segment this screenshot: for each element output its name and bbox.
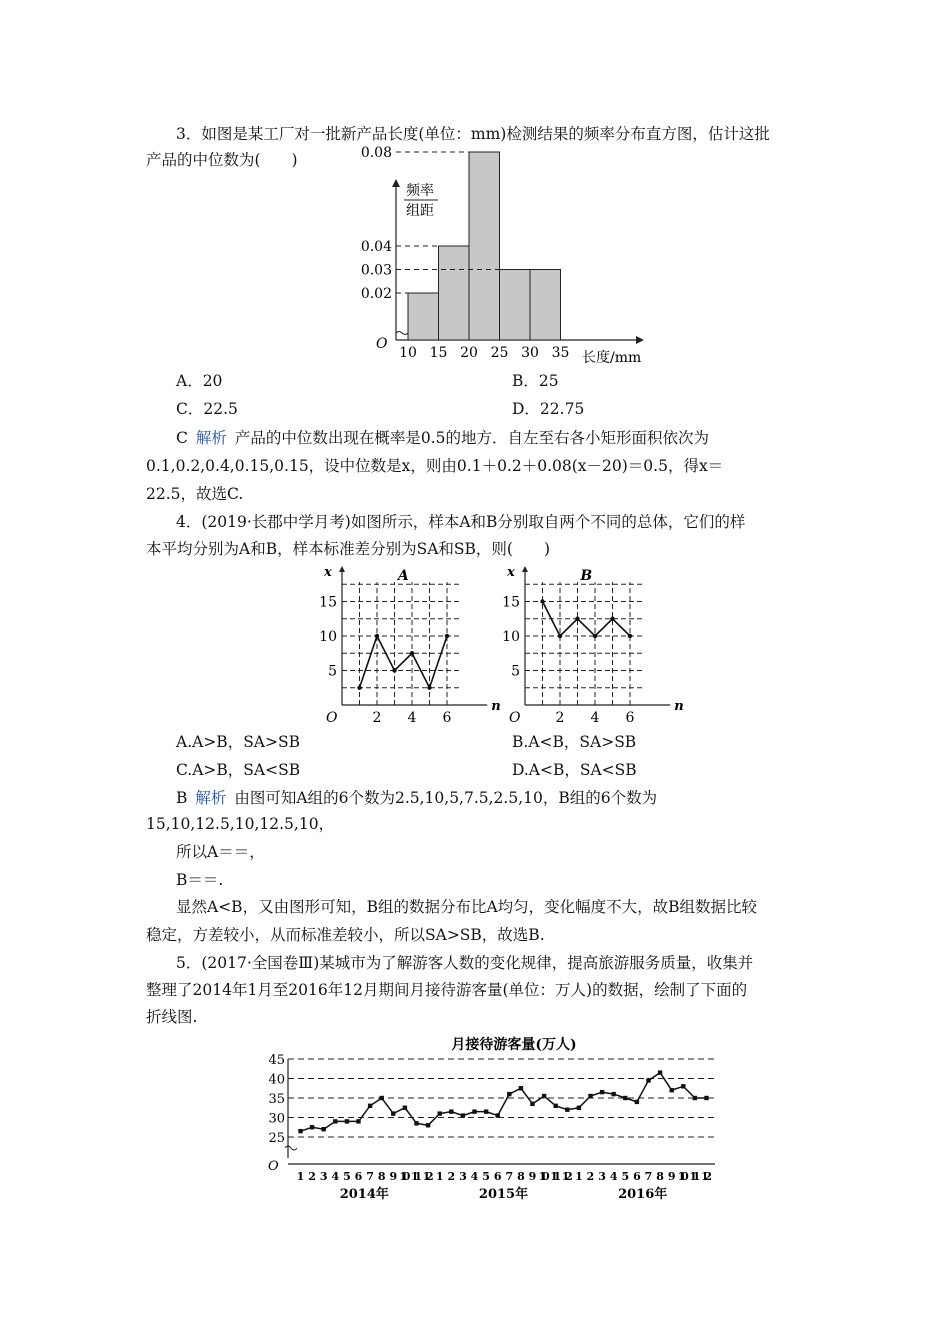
q4-option-c: C.A>B，SA<SB <box>176 761 301 779</box>
histogram-bar <box>530 270 561 341</box>
month-label: 3 <box>598 1170 606 1183</box>
axis-break <box>285 1146 297 1150</box>
data-point <box>575 617 579 621</box>
month-label: 1 <box>575 1170 583 1183</box>
data-point <box>658 1070 662 1074</box>
month-label: 9 <box>667 1170 676 1183</box>
y-tick-label: 0.03 <box>360 262 392 279</box>
y-axis-arrow <box>522 566 528 572</box>
y-label-numerator: 频率 <box>406 183 434 199</box>
data-point <box>322 1127 326 1131</box>
x-axis-label: 长度/mm <box>582 350 642 366</box>
y-tick-label: 40 <box>268 1072 285 1088</box>
data-point <box>612 1092 616 1096</box>
data-point <box>588 1094 592 1098</box>
axis-break <box>396 332 408 335</box>
month-label: 3 <box>319 1170 328 1183</box>
y-label-denominator: 组距 <box>406 203 434 219</box>
month-label: 9 <box>528 1170 537 1183</box>
sample-b-chart <box>493 562 684 726</box>
x-axis-label: n <box>674 699 684 714</box>
chart-title: B <box>580 568 593 584</box>
data-point <box>628 634 632 638</box>
data-point <box>565 1108 569 1112</box>
y-tick-label: 5 <box>328 663 337 680</box>
y-tick-label: 25 <box>268 1131 285 1146</box>
q3-analysis-label: 解析 <box>195 429 227 447</box>
q5-line3: 折线图. <box>146 1008 198 1026</box>
month-label: 12 <box>561 1170 573 1183</box>
q3-solution-line1 <box>176 428 709 448</box>
data-point <box>558 634 562 638</box>
data-point <box>484 1109 488 1113</box>
data-point <box>438 1111 442 1115</box>
x-tick-label: 30 <box>521 345 539 361</box>
y-tick-label: 10 <box>502 629 520 645</box>
x-tick-label: 15 <box>429 345 448 361</box>
month-label: 11 <box>689 1170 701 1183</box>
month-label: 12 <box>701 1170 712 1183</box>
month-label: 11 <box>411 1170 422 1183</box>
y-tick-label: 0.04 <box>360 239 392 255</box>
x-tick-label: 2 <box>372 710 382 726</box>
q4-solution-line6: 稳定，方差较小，从而标准差较小，所以SA>SB，故选B. <box>146 926 545 944</box>
q3-option-a: A．20 <box>176 372 223 390</box>
data-point <box>403 1106 407 1110</box>
q4-analysis-label: 解析 <box>195 789 227 807</box>
data-point <box>391 1111 395 1115</box>
year-label: 2014年 <box>339 1187 389 1202</box>
q4-line1: 4．(2019·长郡中学月考)如图所示，样本A和B分别取自两个不同的总体，它们的样 <box>176 513 746 531</box>
y-tick-label: 35 <box>268 1092 285 1107</box>
q3-option-c: C．22.5 <box>176 400 238 418</box>
month-label: 2 <box>308 1170 316 1183</box>
q3-option-d: D．22.75 <box>512 400 585 418</box>
histogram-bar <box>469 152 500 340</box>
month-label: 6 <box>493 1170 502 1183</box>
year-label: 2015年 <box>478 1187 529 1202</box>
month-label: 8 <box>656 1170 664 1183</box>
y-tick-label: 15 <box>502 594 520 611</box>
y-axis-label: x <box>507 565 515 580</box>
x-axis-label: n <box>491 699 501 714</box>
data-point <box>461 1113 465 1117</box>
y-tick-label: 15 <box>319 594 337 611</box>
data-point <box>357 686 361 690</box>
data-point <box>472 1109 476 1113</box>
data-point <box>333 1119 337 1123</box>
y-tick-label: 0.02 <box>360 286 392 302</box>
month-label: 1 <box>435 1170 444 1183</box>
data-point <box>540 599 544 603</box>
y-axis-label: x <box>324 565 332 580</box>
month-label: 7 <box>505 1170 514 1183</box>
y-axis-arrow <box>392 179 400 187</box>
month-label: 5 <box>482 1170 490 1183</box>
q4-sol1: 由图可知A组的6个数为2.5,10,5,7.5,2.5,10，B组的6个数为 <box>234 789 658 807</box>
month-label: 10 <box>677 1170 689 1183</box>
q3-option-b: B．25 <box>512 372 559 390</box>
y-tick-label: 45 <box>268 1053 285 1068</box>
data-point <box>445 634 449 638</box>
data-point <box>410 651 414 655</box>
month-label: 5 <box>621 1170 630 1183</box>
data-point <box>507 1092 511 1096</box>
chart-title: A <box>397 568 409 584</box>
month-label: 5 <box>343 1170 351 1183</box>
q4-solution-line2: 15,10,12.5,10,12.5,10， <box>146 815 335 833</box>
data-point <box>392 668 396 672</box>
data-point <box>542 1094 546 1098</box>
month-label: 2 <box>586 1170 595 1183</box>
y-axis-arrow <box>339 566 345 572</box>
month-label: 2 <box>447 1170 456 1183</box>
data-point <box>380 1096 384 1100</box>
q3-sol1: 产品的中位数出现在概率是0.5的地方．自左至右各小矩形面积依次为 <box>234 429 710 447</box>
q4-solution-line5: 显然A<B，又由图形可知，B组的数据分布比A均匀，变化幅度不大，故B组数据比较 <box>176 898 758 916</box>
month-label: 4 <box>470 1170 479 1183</box>
q4-solution-line3: 所以A＝＝， <box>176 843 265 861</box>
data-point <box>519 1086 523 1090</box>
month-label: 4 <box>331 1170 340 1183</box>
q3-solution-line2: 0.1,0.2,0.4,0.15,0.15，设中位数是x，则由0.1＋0.2＋0.08(x－20)＝0.5，得x＝ <box>146 457 724 475</box>
q4-solution-line1 <box>176 788 657 808</box>
data-point <box>414 1121 418 1125</box>
month-label: 1 <box>296 1170 305 1183</box>
y-tick-label: 30 <box>268 1111 285 1127</box>
month-label: 6 <box>354 1170 363 1183</box>
chart-title: 月接待游客量(万人) <box>451 1037 577 1053</box>
data-point <box>449 1109 453 1113</box>
q4-option-b: B.A<B，SA>SB <box>512 733 637 751</box>
histogram-bar <box>439 246 470 340</box>
year-label: 2016年 <box>618 1187 668 1202</box>
data-point <box>623 1096 627 1100</box>
x-axis-arrow <box>636 336 644 344</box>
q4-option-a: A.A>B，SA>SB <box>176 733 301 751</box>
data-point <box>593 634 597 638</box>
q5-line1: 5．(2017·全国卷Ⅲ)某城市为了解游客人数的变化规律，提高旅游服务质量，收集并 <box>176 954 754 972</box>
data-point <box>670 1088 674 1092</box>
q3-line1: 3．如图是某工厂对一批新产品长度(单位：mm)检测结果的频率分布直方图，估计这批 <box>176 125 770 143</box>
data-point <box>610 617 614 621</box>
data-point <box>356 1119 360 1123</box>
y-tick-label: 5 <box>511 663 520 680</box>
month-label: 10 <box>399 1170 411 1183</box>
origin-label: O <box>268 1159 279 1174</box>
q3-answer: C <box>176 429 188 447</box>
data-point <box>530 1102 534 1106</box>
data-point <box>646 1078 650 1082</box>
month-label: 11 <box>550 1170 562 1183</box>
data-point <box>635 1100 639 1104</box>
q3-line2: 产品的中位数为( ) <box>146 151 298 169</box>
tourist-line-chart <box>255 1030 735 1210</box>
data-point <box>310 1125 314 1129</box>
q4-option-d: D.A<B，SA<SB <box>512 761 637 779</box>
month-label: 7 <box>644 1170 653 1183</box>
y-tick-label: 10 <box>319 629 337 645</box>
data-point <box>681 1084 685 1088</box>
data-point <box>298 1129 302 1133</box>
q4-solution-line4: B＝＝. <box>176 871 224 889</box>
histogram-bar <box>408 293 439 340</box>
month-label: 4 <box>609 1170 618 1183</box>
data-line <box>360 636 448 688</box>
x-tick-label: 2 <box>555 710 565 726</box>
x-tick-label: 20 <box>460 345 478 361</box>
data-point <box>693 1096 697 1100</box>
month-label: 10 <box>538 1170 550 1183</box>
x-tick-label: 6 <box>442 710 452 726</box>
origin-label: O <box>509 710 521 726</box>
x-tick-label: 10 <box>399 345 417 361</box>
data-point <box>496 1113 500 1117</box>
data-point <box>704 1096 708 1100</box>
data-point <box>427 686 431 690</box>
data-point <box>600 1090 604 1094</box>
histogram-bar <box>500 270 531 341</box>
month-label: 6 <box>633 1170 641 1183</box>
month-label: 3 <box>459 1170 467 1183</box>
month-label: 7 <box>366 1170 374 1183</box>
data-line <box>301 1073 707 1132</box>
data-point <box>426 1123 430 1127</box>
data-point <box>345 1119 349 1123</box>
x-tick-label: 35 <box>551 345 570 361</box>
origin-label: O <box>326 710 338 726</box>
q4-answer: B <box>176 789 188 807</box>
data-point <box>375 634 379 638</box>
month-label: 8 <box>377 1170 386 1183</box>
x-tick-label: 4 <box>590 710 600 726</box>
q4-line2: 本平均分别为A和B，样本标准差分别为SA和SB，则( ) <box>146 540 551 558</box>
y-tick-label: 0.08 <box>360 145 392 161</box>
data-point <box>368 1104 372 1108</box>
origin-label: O <box>376 336 388 352</box>
x-tick-label: 4 <box>407 710 417 726</box>
q3-solution-line3: 22.5，故选C. <box>146 485 244 503</box>
data-point <box>577 1106 581 1110</box>
histogram-chart <box>336 145 646 375</box>
data-point <box>554 1104 558 1108</box>
month-label: 8 <box>517 1170 525 1183</box>
sample-a-chart <box>310 562 501 726</box>
month-label: 9 <box>389 1170 398 1183</box>
q5-line2: 整理了2014年1月至2016年12月期间月接待游客量(单位：万人)的数据，绘制了下面的 <box>146 981 748 999</box>
x-tick-label: 6 <box>625 710 635 726</box>
x-tick-label: 25 <box>490 345 509 361</box>
month-label: 12 <box>422 1170 434 1183</box>
